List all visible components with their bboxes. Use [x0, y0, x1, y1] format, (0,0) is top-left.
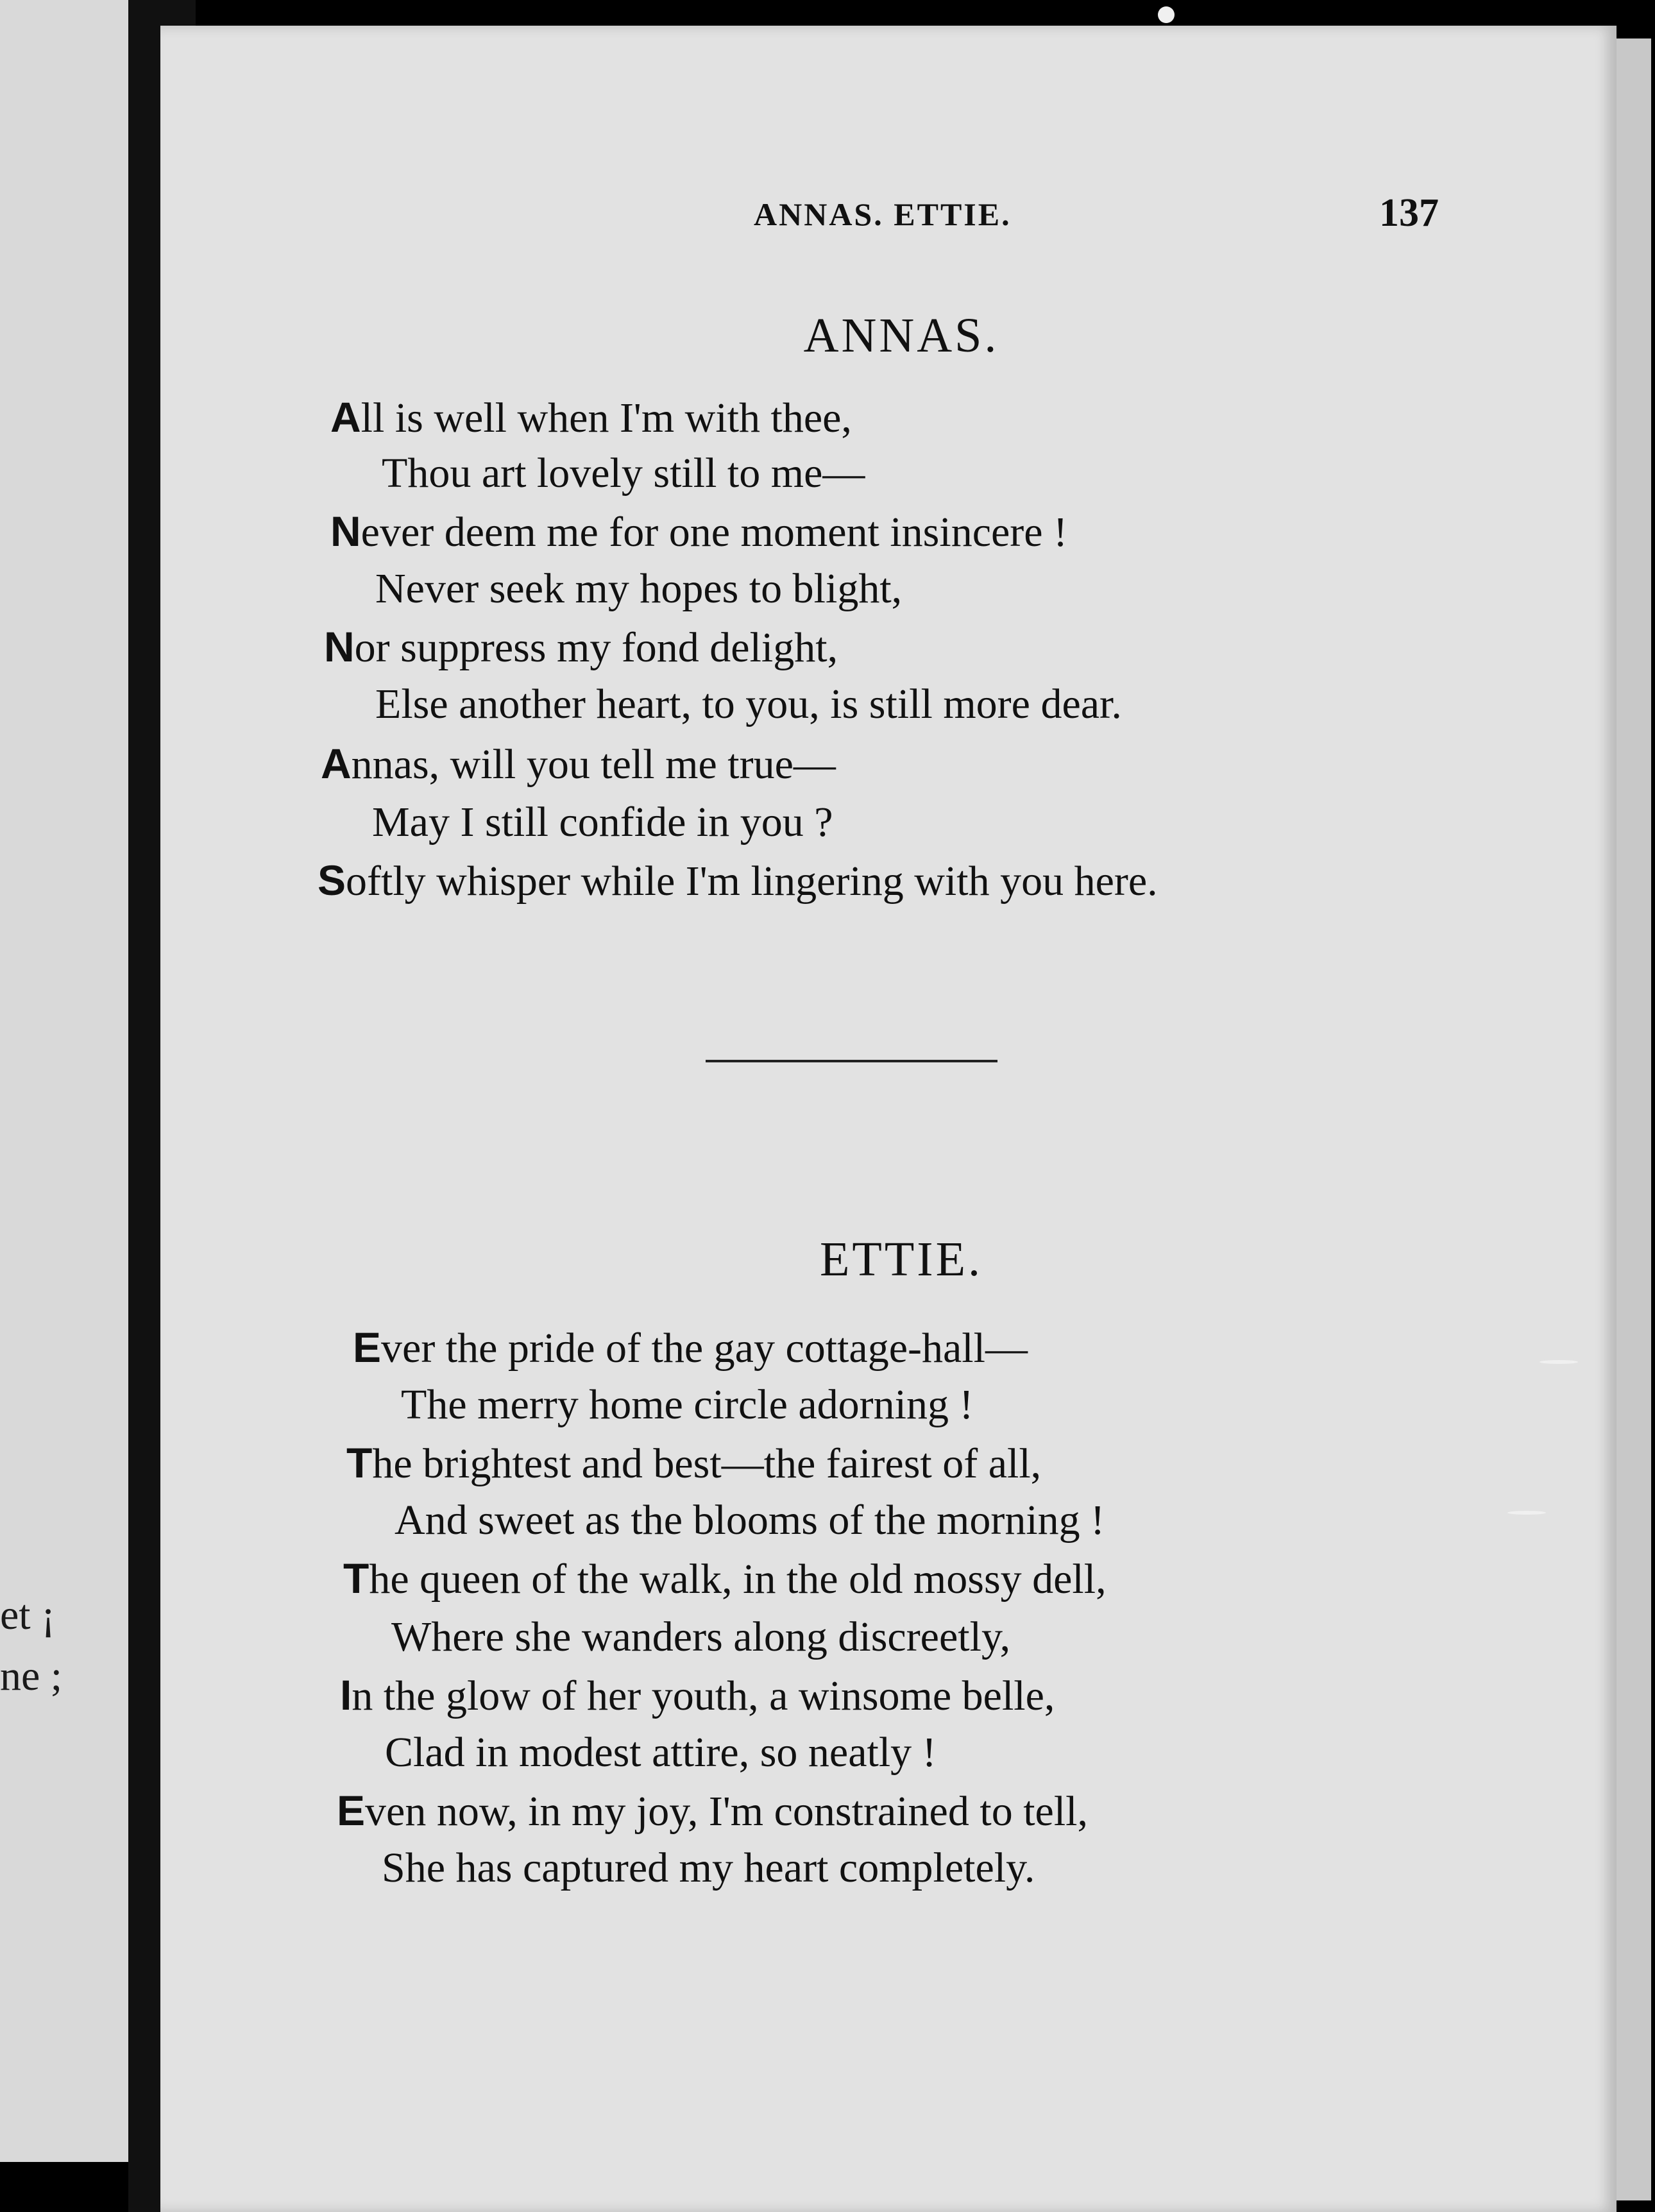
running-head: ANNAS. ETTIE. [754, 196, 1012, 232]
poem-line: The queen of the walk, in the old mossy dell, [343, 1554, 1107, 1603]
poem-line: Clad in modest attire, so neatly ! [385, 1729, 937, 1776]
poem-line: The brightest and best—the fairest of all, [346, 1439, 1042, 1487]
left-page-fragment: et ¡ [0, 1592, 56, 1638]
poem-line: And sweet as the blooms of the morning ! [395, 1497, 1105, 1544]
book-page [160, 26, 1617, 2212]
poem-line: Never seek my hopes to blight, [375, 565, 903, 612]
paper-speck [1158, 6, 1175, 23]
poem-title-ettie: ETTIE. [819, 1232, 983, 1286]
poem-line: In the glow of her youth, a winsome belle, [340, 1671, 1055, 1719]
poem-line: Thou art lovely still to me— [382, 450, 865, 497]
poem-line: All is well when I'm with thee, [330, 393, 852, 441]
paper-speck [1540, 1360, 1578, 1364]
poem-line: The merry home circle adorning ! [401, 1381, 974, 1428]
page-number: 137 [1379, 191, 1439, 235]
left-page-edge [0, 0, 128, 2162]
page-header [160, 191, 1617, 247]
poem-line: Else another heart, to you, is still more dear. [375, 681, 1122, 727]
poem-title-annas: ANNAS. [803, 309, 999, 362]
paper-speck [1507, 1511, 1546, 1515]
poem-line: Where she wanders along discreetly, [391, 1613, 1011, 1660]
poem-line: Nor suppress my fond delight, [324, 623, 838, 671]
poem-line: May I still confide in you ? [372, 799, 833, 846]
poem-line: Never deem me for one moment insincere ! [330, 507, 1068, 556]
section-divider [706, 1060, 997, 1062]
left-page-fragment: ne ; [0, 1653, 63, 1699]
poem-line: Ever the pride of the gay cottage-hall— [353, 1323, 1028, 1372]
poem-line: Annas, will you tell me true— [321, 740, 836, 788]
poem-line: Even now, in my joy, I'm constrained to tell, [337, 1787, 1088, 1835]
poem-line: She has captured my heart completely. [382, 1844, 1035, 1891]
poem-line: Softly whisper while I'm lingering with you here. [318, 856, 1158, 905]
